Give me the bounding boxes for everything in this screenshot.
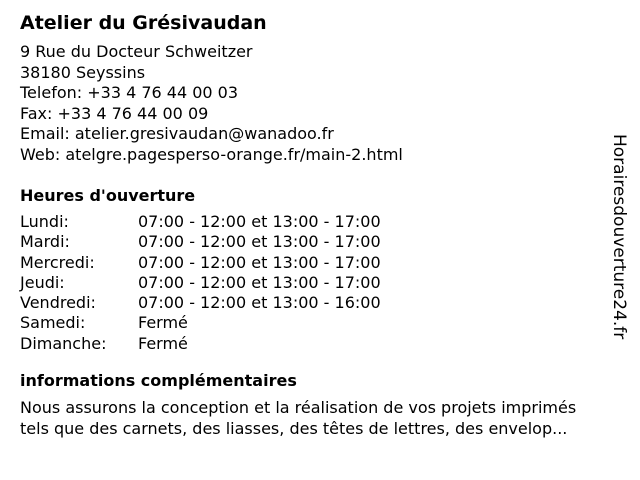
time-value: 07:00 - 12:00 et 13:00 - 17:00: [138, 252, 381, 272]
day-label: Vendredi:: [20, 293, 96, 313]
day-label: Dimanche:: [20, 333, 107, 353]
hours-row-thursday: [20, 273, 620, 293]
business-name: Atelier du Grésivaudan: [20, 12, 267, 34]
hours-row-tuesday: [20, 232, 620, 252]
time-value: 07:00 - 12:00 et 13:00 - 17:00: [138, 272, 381, 292]
hours-row-sunday: [20, 334, 620, 354]
fax-text: Fax: +33 4 76 44 00 09: [20, 103, 209, 123]
info-line-1: Nous assurons la conception et la réalisation de vos projets imprimés: [20, 398, 577, 418]
day-label: Jeudi:: [20, 272, 65, 292]
hours-row-friday: [20, 293, 620, 313]
watermark: [603, 134, 637, 374]
day-label: Lundi:: [20, 212, 69, 231]
info-line-2: tels que des carnets, des liasses, des têtes de lettres, des envelop...: [20, 419, 568, 439]
opening-hours-table: [20, 212, 620, 354]
hours-row-wednesday: [20, 253, 620, 273]
day-label: Mercredi:: [20, 252, 95, 272]
time-value: Fermé: [138, 333, 188, 353]
time-value: Fermé: [138, 313, 188, 333]
email-text: Email: atelier.gresivaudan@wanadoo.fr: [20, 124, 334, 143]
contact-block: [20, 42, 620, 165]
day-label: Samedi:: [20, 313, 86, 333]
additional-info-text: [20, 397, 620, 439]
hours-row-monday: [20, 212, 620, 232]
time-value: 07:00 - 12:00 et 13:00 - 17:00: [138, 212, 381, 231]
time-value: 07:00 - 12:00 et 13:00 - 16:00: [138, 293, 381, 313]
web-text: Web: atelgre.pagesperso-orange.fr/main-2.html: [20, 144, 403, 164]
watermark-text: Horairesdouverture24.fr: [609, 134, 629, 340]
time-value: 07:00 - 12:00 et 13:00 - 17:00: [138, 232, 381, 252]
business-card: [20, 10, 620, 439]
address-street: 9 Rue du Docteur Schweitzer: [20, 42, 253, 61]
day-label: Mardi:: [20, 232, 70, 252]
hours-row-saturday: [20, 313, 620, 333]
opening-hours-heading: Heures d'ouverture: [20, 186, 196, 205]
phone-text: Telefon: +33 4 76 44 00 03: [20, 83, 239, 102]
additional-info-heading: informations complémentaires: [20, 371, 297, 391]
address-city: 38180 Seyssins: [20, 62, 146, 82]
